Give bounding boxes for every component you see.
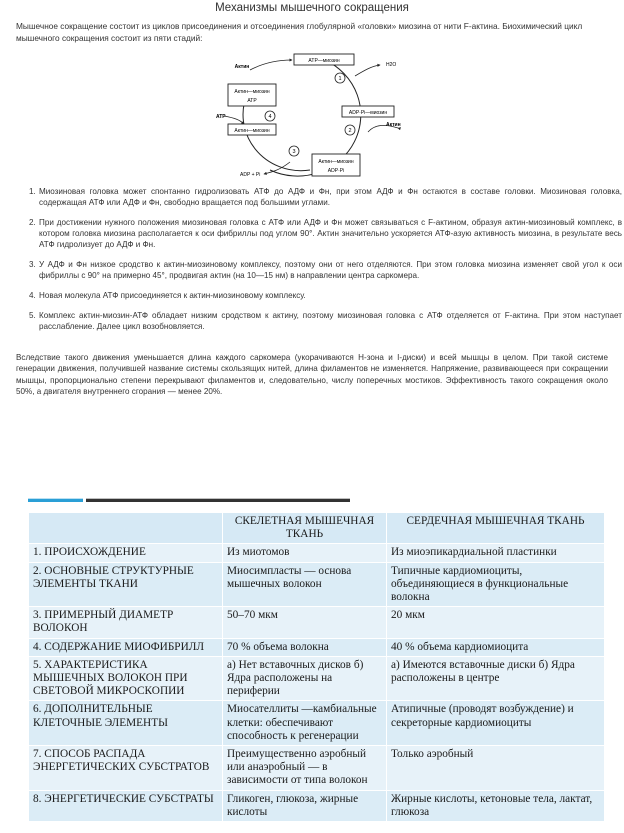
svg-text:4: 4 xyxy=(268,114,272,120)
table-cell-skeletal: Миосимпласты — основа мышечных волокон xyxy=(223,562,387,607)
table-cell-cardiac: Жирные кислоты, кетоновые тела, лактат, глюкоза xyxy=(387,790,605,821)
table-row xyxy=(29,562,605,607)
svg-text:ADP·Pi: ADP·Pi xyxy=(327,168,345,174)
table-cell-criterion: 4. СОДЕРЖАНИЕ МИОФИБРИЛЛ xyxy=(29,638,223,656)
actin-out-arrow xyxy=(250,60,292,70)
actomyosin-adp-box xyxy=(312,154,360,176)
actomyosin-atp-box xyxy=(228,84,276,106)
table-cell-skeletal: 70 % объема волокна xyxy=(223,638,387,656)
list-item: 2. При достижении нужного положения миозиновая головка с АТФ или АДФ и Фн может связываться с F-актином, образуя актин-миозиновый комплекс, в котором головка миозина располагается к оси фибриллы под углом 90°. Актин значительно ускоряется АТФ-азую активность миозина, в результате весь АТФ гидролизует до АДФ и Фн. xyxy=(38,217,622,251)
tissue-comparison-table xyxy=(28,512,605,822)
table-cell-skeletal: Гликоген, глюкоза, жирные кислоты xyxy=(223,790,387,821)
atp-in-arrow xyxy=(224,116,244,124)
table-cell-cardiac: а) Имеются вставочные диски б) Ядра расположены в центре xyxy=(387,656,605,701)
step-marker-4 xyxy=(265,111,275,121)
label-atp: ATP xyxy=(216,114,226,120)
list-item: 5. Комплекс актин-миозин-АТФ обладает низким сродством к актину, поэтому миозиновая головка с АТФ отделяется от F-актина. При этом наступает расслабление. Далее цикл возобновляется. xyxy=(38,310,622,332)
table-cell-cardiac: 20 мкм xyxy=(387,607,605,638)
table-cell-cardiac: Типичные кардиомиоциты, объединяющиеся в функциональные волокна xyxy=(387,562,605,607)
step-marker-3 xyxy=(289,146,299,156)
atp-myosin-box xyxy=(294,54,354,65)
table-header-cell xyxy=(29,513,223,544)
step-marker-2 xyxy=(345,125,355,135)
table-cell-criterion: 3. ПРИМЕРНЫЙ ДИАМЕТР ВОЛОКОН xyxy=(29,607,223,638)
svg-text:2: 2 xyxy=(348,128,352,134)
table-cell-cardiac: Атипичные (проводят возбуждение) и секреторные кардиомиоциты xyxy=(387,701,605,746)
list-item: 4. Новая молекула АТФ присоединяется к актин-миозиновому комплексу. xyxy=(38,290,622,301)
adp-pi-myosin-box xyxy=(342,106,394,117)
svg-text:Актин—миозин: Актин—миозин xyxy=(234,89,270,95)
step-marker-1 xyxy=(335,73,345,83)
table-row xyxy=(29,746,605,791)
table-row xyxy=(29,638,605,656)
table-cell-cardiac: Только аэробный xyxy=(387,746,605,791)
label-adp-pi: ADP + Pi xyxy=(240,172,261,178)
table-cell-criterion: 2. ОСНОВНЫЕ СТРУКТУРНЫЕ ЭЛЕМЕНТЫ ТКАНИ xyxy=(29,562,223,607)
svg-text:Актин—миозин: Актин—миозин xyxy=(234,128,270,134)
svg-text:ADP·Pi—миозин: ADP·Pi—миозин xyxy=(348,110,388,116)
list-item: 3. У АДФ и Фн низкое сродство к актин-миозиновому комплексу, поэтому они от него отделяются. При этом головка миозина изменяет свой угол к оси фибриллы с 90° на примерно 45°, продвигая актин (на 10—15 нм) в направлении центра саркомера. xyxy=(38,259,622,281)
label-h2o: H2O xyxy=(386,62,397,68)
table-caption-cropped: ▬▬▬▬▬ ▬▬▬▬▬▬▬▬▬▬▬▬▬▬▬▬▬▬▬▬▬▬▬▬ xyxy=(28,498,350,504)
table-cell-criterion: 6. ДОПОЛНИТЕЛЬНЫЕ КЛЕТОЧНЫЕ ЭЛЕМЕНТЫ xyxy=(29,701,223,746)
table-header-cell: СЕРДЕЧНАЯ МЫШЕЧНАЯ ТКАНЬ xyxy=(387,513,605,544)
table-header-cell: СКЕЛЕТНАЯ МЫШЕЧНАЯ ТКАНЬ xyxy=(223,513,387,544)
table-cell-skeletal: Преимущественно аэробный или анаэробный — в зависимости от типа волокон xyxy=(223,746,387,791)
h2o-arrow xyxy=(355,65,380,76)
table-cell-cardiac: Из миоэпикардиальной пластинки xyxy=(387,544,605,562)
list-item: 1. Миозиновая головка может спонтанно гидролизовать АТФ до АДФ и Фн, при этом АДФ и Фн остаются в составе головки. Миозиновая головка, содержащая АТФ или АДФ и Фн, свободно вращается под большими углами. xyxy=(38,186,622,208)
svg-text:3: 3 xyxy=(292,149,296,155)
svg-text:ATP—миозин: ATP—миозин xyxy=(308,58,340,64)
table-cell-skeletal: 50–70 мкм xyxy=(223,607,387,638)
conclusion-paragraph: Вследствие такого движения уменьшается длина каждого саркомера (укорачиваются H-зона и I-диски) и всей мышцы в целом. При такой системе генерации движения, получившей название системы скользящих нитей, длина филаментов не изменяется. Напряжение, развивающееся при сокращении мышцы, пропорционально степени перекрывают филаментов и, следовательно, числу поперечных мостиков. Эффективность такого сокращения около 50%, а двигателя внутреннего сгорания — менее 20%. xyxy=(16,353,608,396)
table-header-row xyxy=(29,513,605,544)
table-row xyxy=(29,701,605,746)
cross-bridge-cycle-diagram xyxy=(210,52,415,180)
table-row xyxy=(29,544,605,562)
svg-text:Актин—миозин: Актин—миозин xyxy=(318,159,354,165)
table-cell-criterion: 5. ХАРАКТЕРИСТИКА МЫШЕЧНЫХ ВОЛОКОН ПРИ СВЕТОВОЙ МИКРОСКОПИИ xyxy=(29,656,223,701)
steps-list xyxy=(16,186,622,341)
table-row xyxy=(29,790,605,821)
adp-out-arrow xyxy=(264,162,290,174)
label-actin-right: Актин xyxy=(386,122,401,128)
table-cell-skeletal: Миосателлиты —камбиальные клетки: обеспечивают способность к регенерации xyxy=(223,701,387,746)
table-cell-skeletal: а) Нет вставочных дисков б) Ядра расположены на периферии xyxy=(223,656,387,701)
label-actin-top: Актин xyxy=(234,64,250,70)
svg-text:1: 1 xyxy=(338,76,342,82)
table-cell-criterion: 8. ЭНЕРГЕТИЧЕСКИЕ СУБСТРАТЫ xyxy=(29,790,223,821)
actomyosin-box xyxy=(228,124,276,135)
table-row xyxy=(29,607,605,638)
svg-text:ATP: ATP xyxy=(247,98,257,104)
table-cell-criterion: 1. ПРОИСХОЖДЕНИЕ xyxy=(29,544,223,562)
page-title: Механизмы мышечного сокращения xyxy=(215,2,409,14)
table-cell-cardiac: 40 % объема кардиомиоцита xyxy=(387,638,605,656)
table-row xyxy=(29,656,605,701)
intro-paragraph: Мышечное сокращение состоит из циклов присоединения и отсоединения глобулярной «головки» миозина от нити F-актина. Биохимический цикл мышечного сокращения состоит из пяти стадий: xyxy=(16,21,583,43)
table-cell-skeletal: Из миотомов xyxy=(223,544,387,562)
table-cell-criterion: 7. СПОСОБ РАСПАДА ЭНЕРГЕТИЧЕСКИХ СУБСТРАТОВ xyxy=(29,746,223,791)
